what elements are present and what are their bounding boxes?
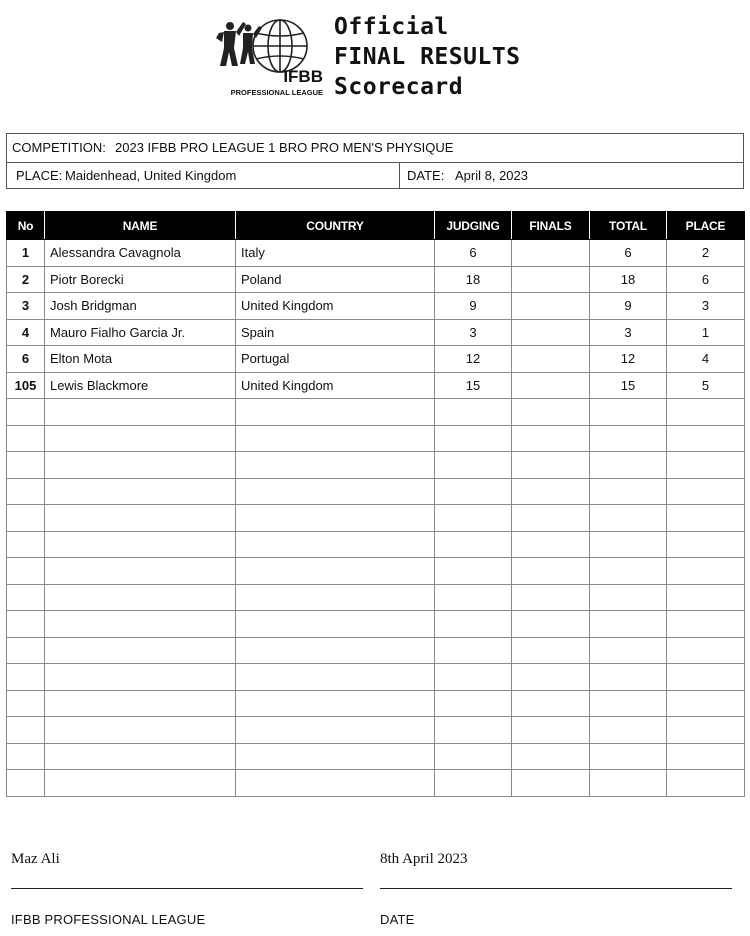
header-place: PLACE	[667, 212, 745, 240]
cell-country	[236, 531, 435, 558]
cell-finals	[512, 770, 590, 797]
cell-country	[236, 425, 435, 452]
cell-no: 2	[7, 266, 45, 293]
cell-finals	[512, 664, 590, 691]
cell-total	[590, 690, 667, 717]
cell-name	[45, 637, 236, 664]
cell-country	[236, 637, 435, 664]
cell-name: Piotr Borecki	[45, 266, 236, 293]
header-name: NAME	[45, 212, 236, 240]
signature-date: 8th April 2023	[380, 851, 468, 867]
cell-total	[590, 664, 667, 691]
cell-judging	[435, 531, 512, 558]
cell-total: 15	[590, 372, 667, 399]
cell-country	[236, 452, 435, 479]
header-no: No	[7, 212, 45, 240]
cell-country	[236, 664, 435, 691]
cell-judging: 12	[435, 346, 512, 373]
cell-place	[667, 690, 745, 717]
table-row	[7, 319, 745, 346]
cell-place: 5	[667, 372, 745, 399]
cell-country: Spain	[236, 319, 435, 346]
table-row	[7, 346, 745, 373]
results-body	[7, 240, 745, 797]
cell-country	[236, 505, 435, 532]
cell-judging	[435, 637, 512, 664]
cell-judging: 18	[435, 266, 512, 293]
cell-no	[7, 425, 45, 452]
cell-name	[45, 743, 236, 770]
cell-no: 1	[7, 240, 45, 267]
date-label: DATE:	[407, 168, 445, 183]
cell-name	[45, 717, 236, 744]
cell-finals	[512, 372, 590, 399]
cell-total	[590, 770, 667, 797]
cell-country: United Kingdom	[236, 372, 435, 399]
table-row	[7, 664, 745, 691]
cell-name: Alessandra Cavagnola	[45, 240, 236, 267]
cell-place: 6	[667, 266, 745, 293]
cell-no	[7, 637, 45, 664]
cell-total	[590, 452, 667, 479]
cell-no	[7, 611, 45, 638]
cell-finals	[512, 266, 590, 293]
cell-judging: 3	[435, 319, 512, 346]
cell-country	[236, 770, 435, 797]
cell-country: Poland	[236, 266, 435, 293]
cell-judging	[435, 717, 512, 744]
table-row	[7, 743, 745, 770]
table-row	[7, 266, 745, 293]
cell-judging	[435, 690, 512, 717]
cell-place: 3	[667, 293, 745, 320]
cell-finals	[512, 319, 590, 346]
signature-line-left	[11, 888, 363, 889]
cell-total	[590, 584, 667, 611]
cell-no	[7, 452, 45, 479]
cell-name	[45, 425, 236, 452]
cell-place	[667, 452, 745, 479]
cell-place	[667, 505, 745, 532]
cell-total: 3	[590, 319, 667, 346]
signature-caption-left: IFBB PROFESSIONAL LEAGUE	[11, 912, 206, 927]
cell-finals	[512, 717, 590, 744]
cell-name	[45, 399, 236, 426]
cell-country	[236, 717, 435, 744]
cell-name	[45, 584, 236, 611]
cell-total	[590, 743, 667, 770]
cell-no	[7, 558, 45, 585]
table-row	[7, 558, 745, 585]
cell-place	[667, 717, 745, 744]
cell-total	[590, 637, 667, 664]
cell-judging: 15	[435, 372, 512, 399]
table-row	[7, 717, 745, 744]
header-country: COUNTRY	[236, 212, 435, 240]
cell-place	[667, 743, 745, 770]
table-row	[7, 399, 745, 426]
table-row	[7, 452, 745, 479]
cell-judging: 9	[435, 293, 512, 320]
table-header-row	[7, 212, 745, 240]
cell-judging	[435, 478, 512, 505]
cell-no	[7, 478, 45, 505]
cell-total	[590, 558, 667, 585]
logo-subtext: PROFESSIONAL LEAGUE	[230, 88, 323, 97]
cell-total	[590, 399, 667, 426]
table-row	[7, 478, 745, 505]
cell-name	[45, 664, 236, 691]
cell-country: Portugal	[236, 346, 435, 373]
cell-judging	[435, 770, 512, 797]
table-row	[7, 770, 745, 797]
cell-finals	[512, 558, 590, 585]
cell-place	[667, 611, 745, 638]
title-line-1: Official	[334, 14, 449, 40]
cell-name	[45, 770, 236, 797]
logo-ifbb-text: IFBB	[283, 67, 323, 86]
place-value: Maidenhead, United Kingdom	[65, 168, 237, 183]
cell-total	[590, 531, 667, 558]
cell-name: Lewis Blackmore	[45, 372, 236, 399]
cell-judging	[435, 425, 512, 452]
cell-no	[7, 770, 45, 797]
cell-judging	[435, 558, 512, 585]
signature-caption-right: DATE	[380, 912, 415, 927]
cell-finals	[512, 584, 590, 611]
table-row	[7, 690, 745, 717]
header-total: TOTAL	[590, 212, 667, 240]
title-line-3: Scorecard	[334, 74, 464, 100]
ifbb-globe-icon	[210, 14, 326, 100]
results-table	[6, 211, 745, 797]
cell-finals	[512, 611, 590, 638]
table-row	[7, 425, 745, 452]
cell-total: 12	[590, 346, 667, 373]
cell-country	[236, 584, 435, 611]
signature-name: Maz Ali	[11, 851, 60, 867]
cell-finals	[512, 478, 590, 505]
cell-country: United Kingdom	[236, 293, 435, 320]
cell-finals	[512, 637, 590, 664]
cell-place	[667, 664, 745, 691]
cell-no: 6	[7, 346, 45, 373]
cell-no	[7, 505, 45, 532]
cell-finals	[512, 240, 590, 267]
cell-no	[7, 743, 45, 770]
cell-country	[236, 690, 435, 717]
cell-country	[236, 743, 435, 770]
place-label: PLACE:	[16, 168, 63, 183]
cell-place	[667, 770, 745, 797]
title-line-2: FINAL RESULTS	[334, 44, 521, 70]
cell-place: 2	[667, 240, 745, 267]
cell-total	[590, 717, 667, 744]
cell-place	[667, 425, 745, 452]
cell-finals	[512, 452, 590, 479]
cell-judging	[435, 743, 512, 770]
cell-finals	[512, 425, 590, 452]
cell-name: Mauro Fialho Garcia Jr.	[45, 319, 236, 346]
cell-no: 105	[7, 372, 45, 399]
cell-name	[45, 611, 236, 638]
cell-no: 3	[7, 293, 45, 320]
cell-finals	[512, 293, 590, 320]
cell-place	[667, 478, 745, 505]
cell-judging	[435, 452, 512, 479]
cell-no	[7, 531, 45, 558]
cell-no	[7, 399, 45, 426]
cell-name: Josh Bridgman	[45, 293, 236, 320]
cell-place	[667, 584, 745, 611]
cell-finals	[512, 743, 590, 770]
cell-name	[45, 531, 236, 558]
cell-finals	[512, 399, 590, 426]
table-row	[7, 505, 745, 532]
cell-country	[236, 399, 435, 426]
cell-place	[667, 637, 745, 664]
cell-no: 4	[7, 319, 45, 346]
cell-place: 4	[667, 346, 745, 373]
cell-judging	[435, 399, 512, 426]
cell-total: 9	[590, 293, 667, 320]
cell-name	[45, 478, 236, 505]
cell-judging	[435, 611, 512, 638]
place-date-row	[7, 162, 743, 189]
table-row	[7, 293, 745, 320]
cell-place	[667, 558, 745, 585]
ifbb-logo	[210, 14, 326, 100]
cell-name: Elton Mota	[45, 346, 236, 373]
competition-value: 2023 IFBB PRO LEAGUE 1 BRO PRO MEN'S PHYSIQUE	[115, 140, 454, 155]
header-judging: JUDGING	[435, 212, 512, 240]
cell-judging	[435, 584, 512, 611]
cell-finals	[512, 690, 590, 717]
cell-finals	[512, 505, 590, 532]
table-row	[7, 584, 745, 611]
cell-no	[7, 690, 45, 717]
date-value: April 8, 2023	[455, 168, 528, 183]
cell-country	[236, 478, 435, 505]
cell-no	[7, 664, 45, 691]
cell-total	[590, 425, 667, 452]
table-row	[7, 531, 745, 558]
cell-name	[45, 452, 236, 479]
cell-judging: 6	[435, 240, 512, 267]
cell-country: Italy	[236, 240, 435, 267]
competition-info-box	[6, 133, 744, 189]
cell-country	[236, 611, 435, 638]
cell-total: 6	[590, 240, 667, 267]
competition-row	[7, 134, 743, 163]
cell-total	[590, 478, 667, 505]
info-divider	[399, 162, 400, 189]
signature-line-right	[380, 888, 732, 889]
cell-total: 18	[590, 266, 667, 293]
cell-place	[667, 531, 745, 558]
cell-total	[590, 611, 667, 638]
table-row	[7, 240, 745, 267]
header-finals: FINALS	[512, 212, 590, 240]
cell-name	[45, 505, 236, 532]
table-row	[7, 637, 745, 664]
cell-total	[590, 505, 667, 532]
cell-name	[45, 690, 236, 717]
competition-label: COMPETITION:	[12, 140, 106, 155]
cell-judging	[435, 505, 512, 532]
cell-name	[45, 558, 236, 585]
table-row	[7, 611, 745, 638]
table-row	[7, 372, 745, 399]
cell-no	[7, 584, 45, 611]
cell-judging	[435, 664, 512, 691]
document-title	[334, 12, 521, 102]
cell-finals	[512, 531, 590, 558]
cell-place	[667, 399, 745, 426]
cell-no	[7, 717, 45, 744]
cell-place: 1	[667, 319, 745, 346]
cell-country	[236, 558, 435, 585]
cell-finals	[512, 346, 590, 373]
